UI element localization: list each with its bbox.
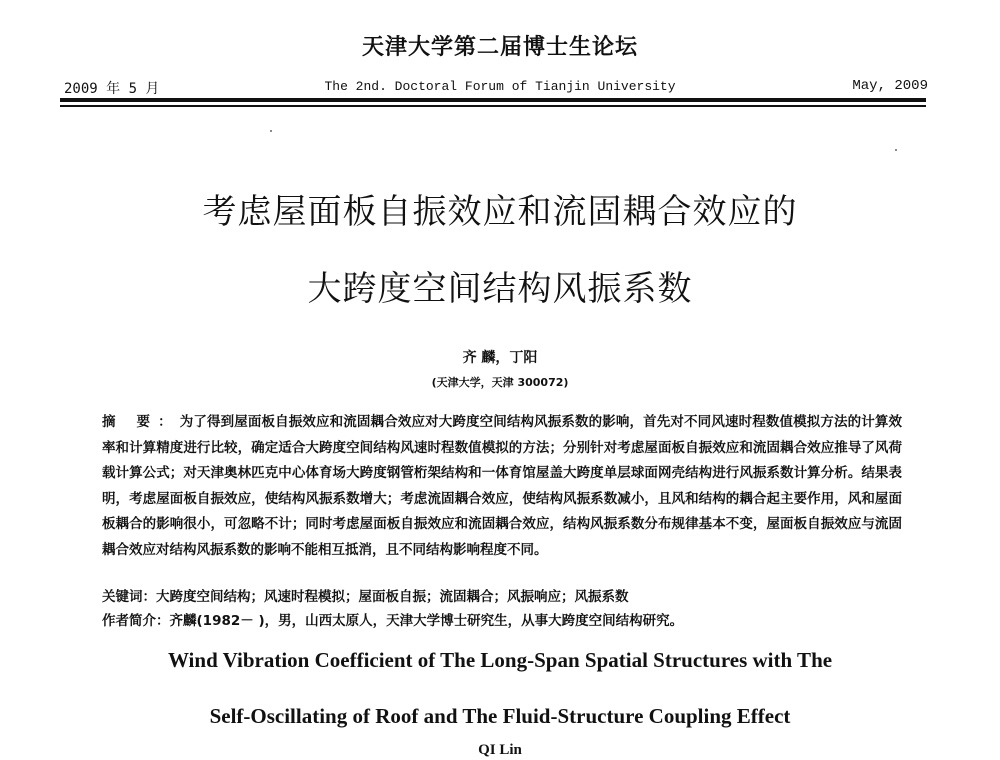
- scan-speck: [270, 130, 272, 132]
- conference-title: 天津大学第二届博士生论坛: [361, 35, 638, 60]
- abstract: [102, 410, 902, 563]
- header-rule-thick: [60, 98, 926, 102]
- paper-title-zh-line1: 考虑屋面板自振效应和流固耦合效应的: [202, 192, 798, 232]
- paper-title-en-line2: Self-Oscillating of Roof and The Fluid-Structure Coupling Effect: [209, 704, 791, 728]
- conference-title-en: The 2nd. Doctoral Forum of Tianjin University: [324, 79, 676, 94]
- header-date-right: May, 2009: [852, 78, 928, 94]
- scan-speck: [895, 149, 897, 151]
- paper-affiliation: (天津大学，天津 300072): [431, 376, 569, 389]
- abstract-label: 摘 要：: [102, 414, 180, 430]
- paper-authors: 齐 麟，丁阳: [462, 350, 538, 366]
- paper-title-zh-line2: 大跨度空间结构风振系数: [307, 269, 693, 309]
- paper-title-en-line1: Wind Vibration Coefficient of The Long-Span Spatial Structures with The: [167, 648, 833, 672]
- keywords-line: 关键词：大跨度空间结构；风速时程模拟；屋面板自振；流固耦合；风振响应；风振系数: [102, 589, 629, 605]
- paper-author-en: QI Lin: [478, 742, 522, 758]
- header-date-left: 2009 年 5 月: [64, 81, 160, 97]
- abstract-text: 为了得到屋面板自振效应和流固耦合效应对大跨度空间结构风振系数的影响，首先对不同风速时程数值模拟方法的计算效率和计算精度进行比较，确定适合大跨度空间结构风速时程数值模拟的方法；分别针对考虑屋面板自振效应和流固耦合效应推导了风荷载计算公式；对天津奥林匹克中心体育场大跨度钢管桁架结构和一体育馆屋盖大跨度单层球面网壳结构进行风振系数计算分析。结果表明，考虑屋面板自振效应，使结构风振系数增大；考虑流固耦合效应，使结构风振系数减小，且风和结构的耦合起主要作用，风和屋面板耦合的影响很小，可忽略不计；同时考虑屋面板自振效应和流固耦合效应，结构风振系数分布规律基本不变，屋面板自振效应与流固耦合效应对结构风振系数的影响不能相互抵消，且不同结构影响程度不同。: [102, 414, 903, 558]
- header-rule-thin: [60, 105, 926, 107]
- author-bio-line: 作者简介：齐麟(1982－ )，男，山西太原人，天津大学博士研究生，从事大跨度空间结构研究。: [102, 613, 684, 629]
